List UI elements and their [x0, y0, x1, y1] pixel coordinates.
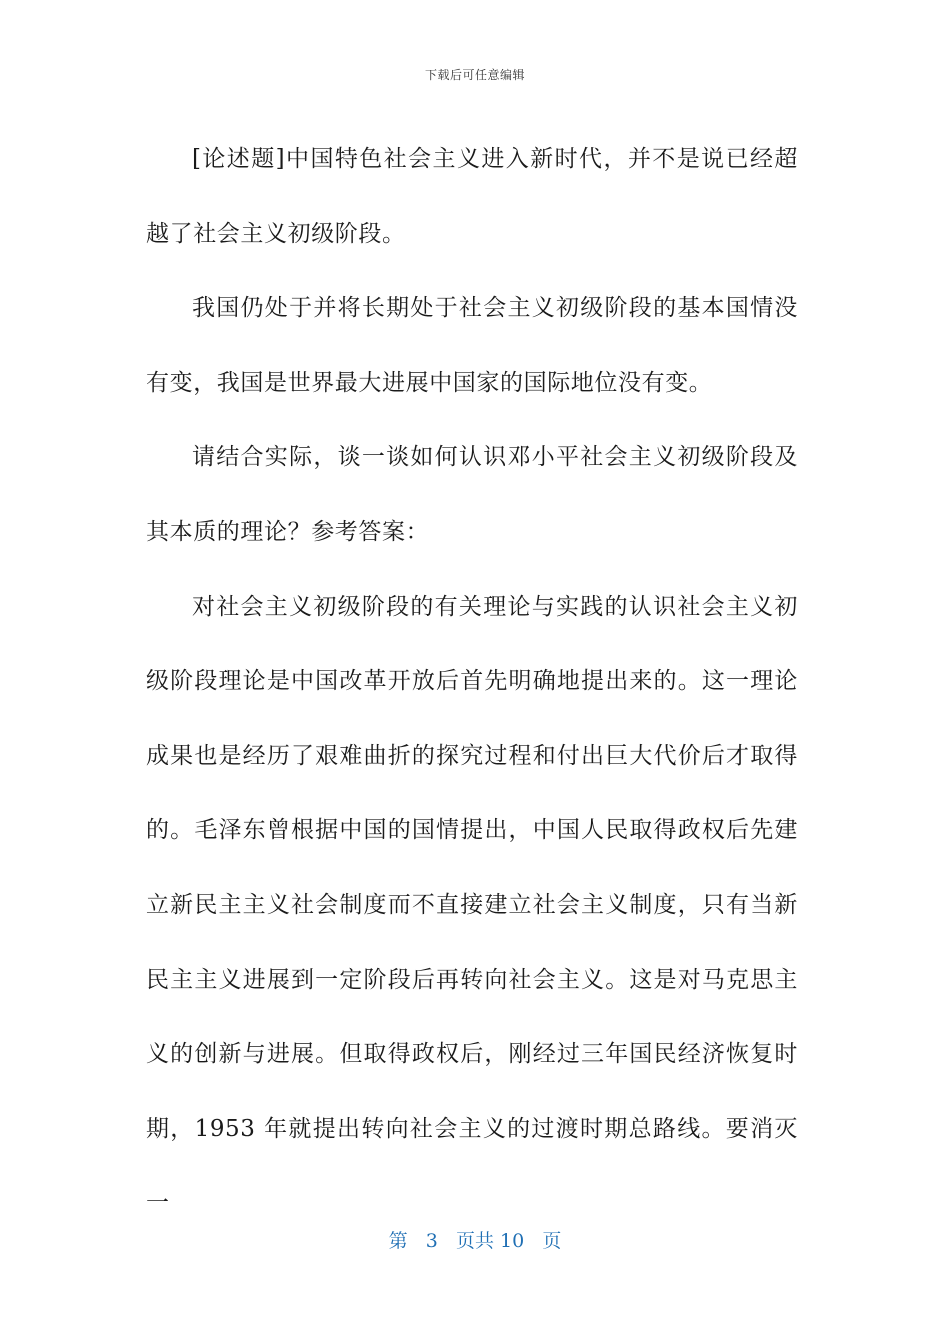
document-body — [146, 122, 798, 1241]
footer-current-page: 3 — [425, 1230, 438, 1252]
paragraph-prompt: 请结合实际，谈一谈如何认识邓小平社会主义初级阶段及其本质的理论？参考答案： — [146, 444, 798, 545]
paragraph-answer: 对社会主义初级阶段的有关理论与实践的认识社会主义初级阶段理论是中国改革开放后首先明确地提出来的。这一理论成果也是经历了艰难曲折的探究过程和付出巨大代价后才取得的。毛泽东曾根据中国的国情提出，中国人民取得政权后先建立新民主主义社会制度而不直接建立社会主义制度，只有当新民主主义进展到一定阶段后再转向社会主义。这是对马克思主义的创新与进展。但取得政权后，刚经过三年国民经济恢复时期，1953 年就提出转向社会主义的过渡时期总路线。要消灭一 — [146, 593, 798, 1217]
footer-prefix: 第 — [388, 1230, 408, 1252]
footer-mid: 页共 — [455, 1230, 494, 1252]
page-footer — [0, 1226, 950, 1253]
header-note: 下载后可任意编辑 — [424, 68, 525, 82]
paragraph-question: [论述题]中国特色社会主义进入新时代，并不是说已经超越了社会主义初级阶段。 — [146, 146, 798, 247]
paragraph-national-conditions: 我国仍处于并将长期处于社会主义初级阶段的基本国情没有变，我国是世界最大进展中国家的国际地位没有变。 — [146, 295, 798, 396]
footer-total-pages: 10 — [500, 1230, 525, 1252]
footer-suffix: 页 — [542, 1230, 562, 1252]
